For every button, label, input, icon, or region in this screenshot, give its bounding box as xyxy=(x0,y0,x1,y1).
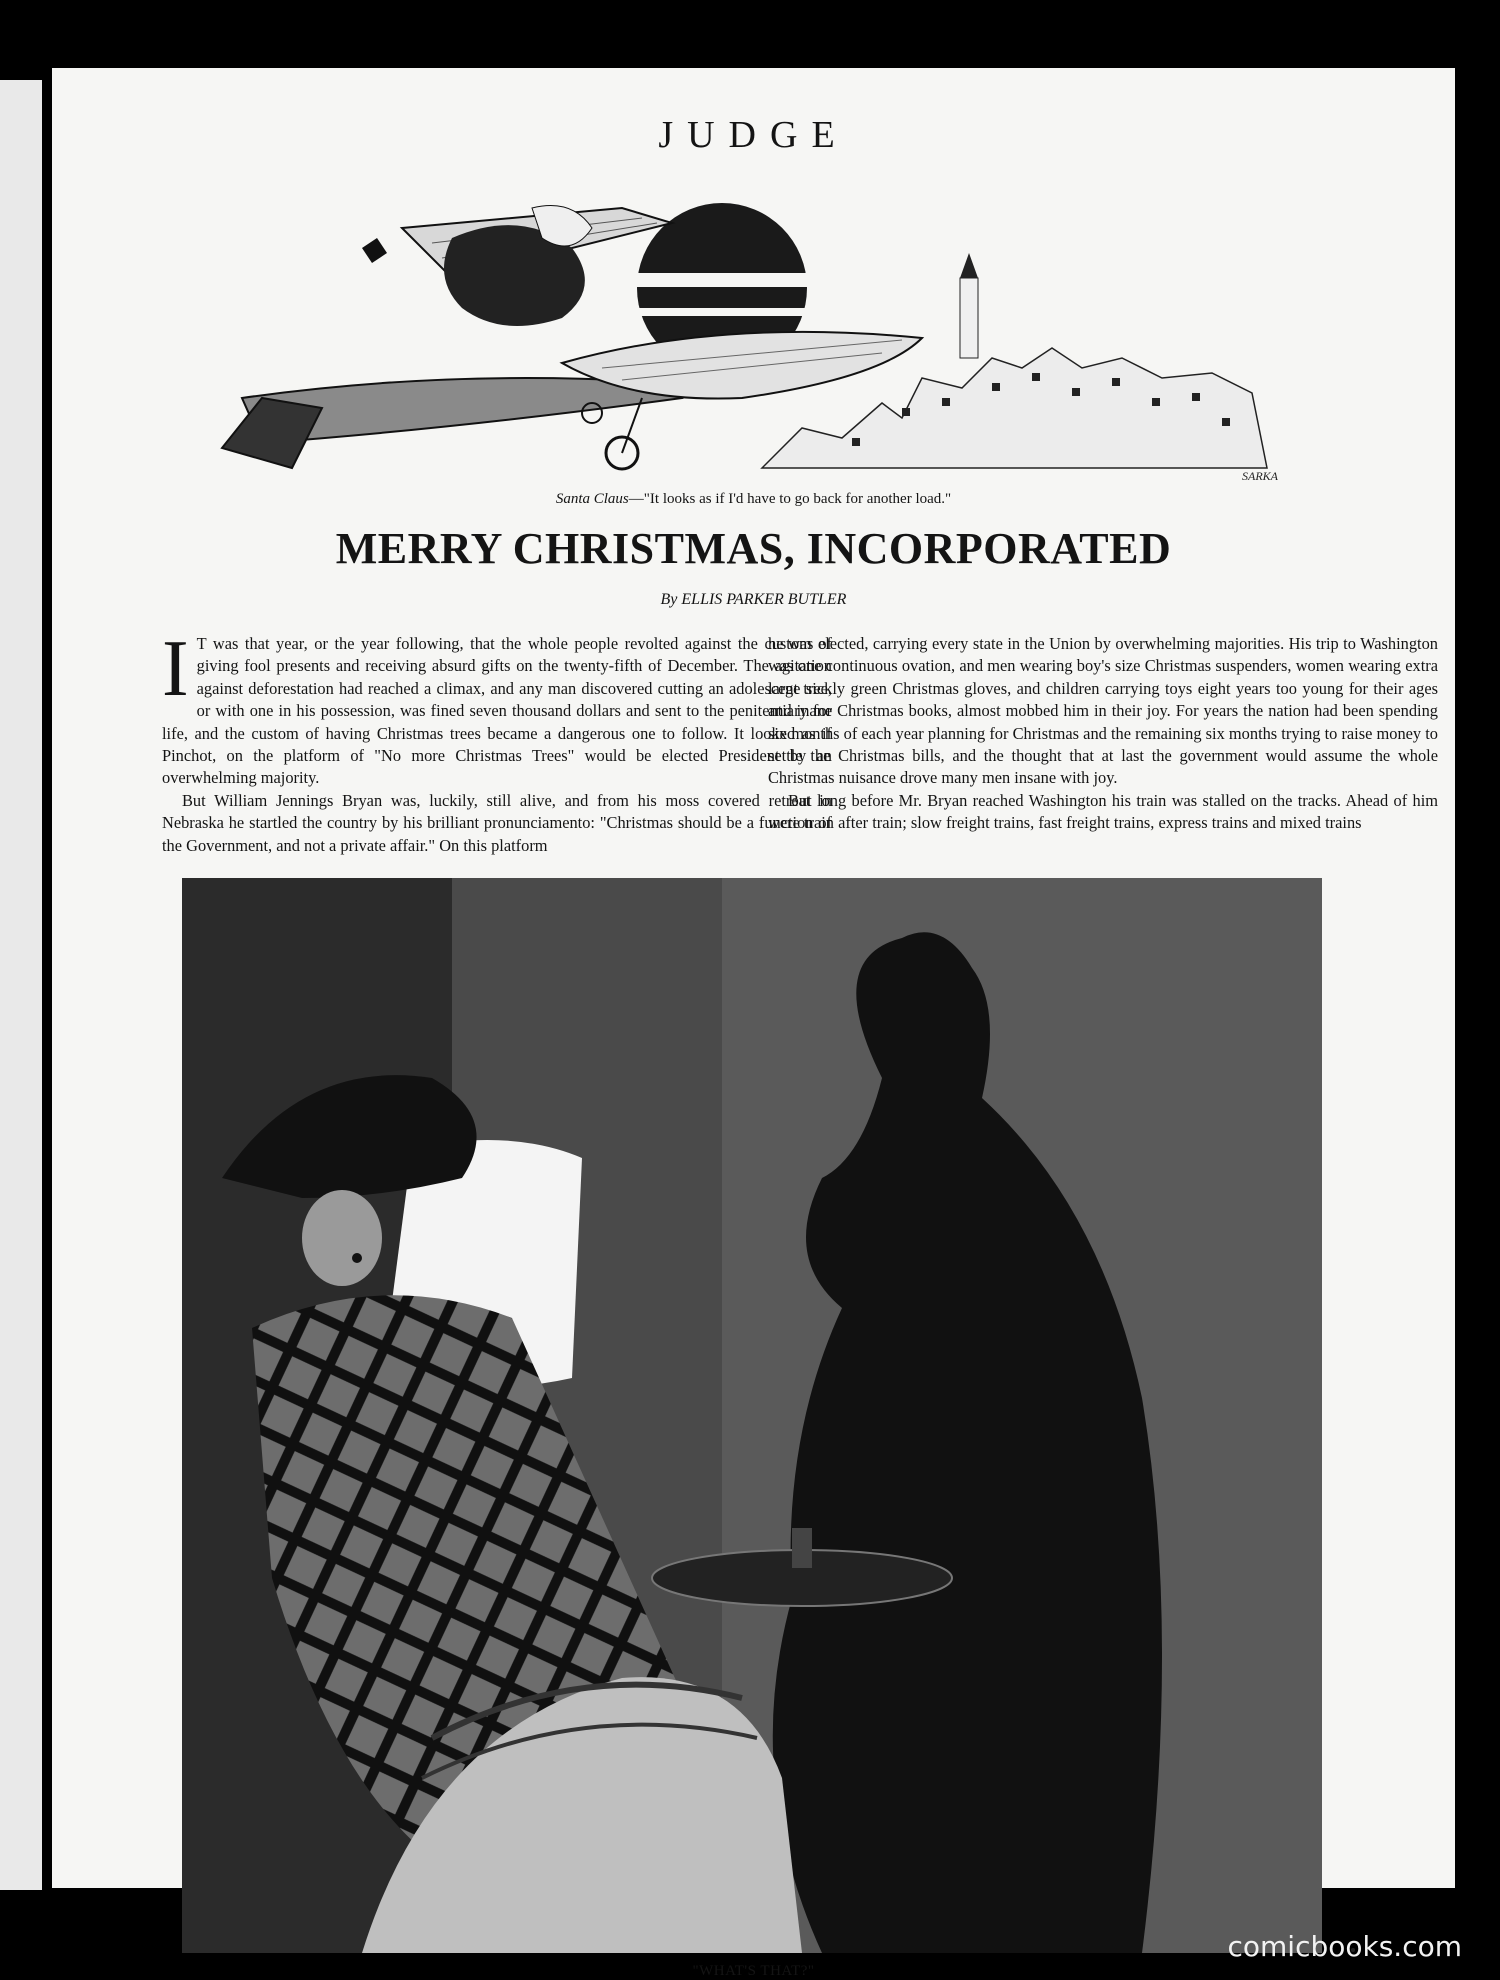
paragraph: he was elected, carrying every state in the Union by overwhelming majorities. His trip to Washington was one continuous ovation, and men wearing boy's size Christmas suspenders, women wearing extra large sickly green Christmas gloves, and children carrying toys eight years too young for their ages and inane Christmas books, almost mobbed him in their joy. For years the nation had been spending six months of each year planning for Christmas and the remaining six months trying to raise money to settle the Christmas bills, and the thought that at last the government would assume the whole Christmas nuisance drove many men insane with joy. xyxy=(768,634,1438,788)
santa-airplane-illustration xyxy=(202,168,1278,493)
paragraph: But long before Mr. Bryan reached Washington his train was stalled on the tracks. Ahead of him were train after train; slow freight trains, fast freight trains, express trains and mixed trains xyxy=(768,790,1438,833)
paragraph: I T was that year, or the year following, that the whole people revolted against the custom of giving fool presents and receiving absurd gifts on the twenty-fifth of December. The agitation against deforestation had reached a climax, and any man discovered cutting an adolescent tree, or with one in his possession, was fined seven thousand dollars and sent to the penitentiary for life, and the custom of having Christmas trees became a dangerous one to follow. It looked as if Pinchot, on the platform of "No more Christmas Trees" would be elected President by an overwhelming majority. xyxy=(162,625,832,788)
article-byline: By ELLIS PARKER BUTLER xyxy=(660,591,847,608)
paragraph: But William Jennings Bryan was, luckily, still alive, and from his moss covered retreat in Nebraska he startled the country by his brilliant pronunciamento: "Christmas should be a function of the Government, and not a private affair." On this platform xyxy=(162,790,832,855)
photo-caption: "WHAT'S THAT?" xyxy=(692,1963,815,1979)
masthead: JUDGE xyxy=(658,114,849,156)
bear-bedroom-photo xyxy=(182,878,1322,1953)
site-watermark: comicbooks.com xyxy=(1227,1930,1462,1963)
article-headline: MERRY CHRISTMAS, INCORPORATED xyxy=(335,524,1172,573)
caption-speaker: Santa Claus xyxy=(555,491,629,507)
caption-text: —"It looks as if I'd have to go back for another load." xyxy=(628,491,952,507)
artist-signature: SARKA xyxy=(1242,469,1278,483)
illustration-caption xyxy=(52,491,1455,508)
article-column-left xyxy=(162,625,832,857)
facing-page-edge xyxy=(0,80,42,1890)
article-column-right xyxy=(768,633,1438,835)
drop-cap: I xyxy=(162,625,189,713)
